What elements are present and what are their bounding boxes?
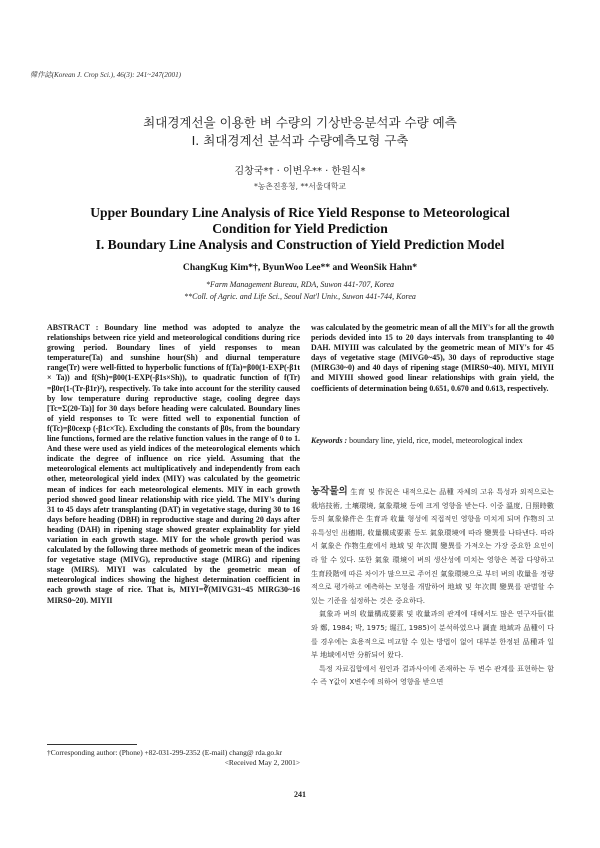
abstract-right-column [311,323,554,394]
korean-paragraph-3: 특정 자료집합에서 원인과 결과사이에 존재하는 두 변수 관계를 표현하는 함수 즉 Y값이 X변수에 의하여 영향을 받으면 [311,663,554,687]
page-number: 241 [294,790,306,799]
english-title-line2: Condition for Yield Prediction [212,221,388,237]
abstract-right-text: was calculated by the geometric mean of all the MIY's for all the growth periods devided into 15 to 20 days intervals from transplanting to 40 DAH. MIYIII was calculated by the geometric mean of MIY's for 45 days of vegetative stage (MIVG0~45), 30 days of reproductive stage (MIRG30~0) and 40 days of ripening stage (MIRS0~40). MIYI, MIYII and MIYIII showed good linear relationships with grain yield, the coefficients of determination being 0.651, 0.670 and 0.613, respectively. [311,323,554,393]
journal-citation: 韓作誌(Korean J. Crop Sci.), 46(3): 241~247(2001) [30,71,182,79]
english-title [60,205,540,254]
korean-title-line1: 최대경계선을 이용한 벼 수량의 기상반응분석과 수량 예측 [143,115,457,130]
korean-body [311,485,554,689]
korean-authors: 김창국*† · 이변우** · 한원식* [234,166,366,177]
english-title-line3: I. Boundary Line Analysis and Construction of Yield Prediction Model [95,237,505,253]
corresponding-author: †Corresponding author: (Phone) +82-031-299-2352 (E-mail) chang@ rda.go.kr [47,748,283,757]
abstract-left-text: Boundary line method was adopted to analyze the relationships between rice yield and meteorological conditions during rice growing period. Boundary lines of yield responses to mean temperature(Ta) and sunshine hour(Sh) and diurnal temperature range(Tr) were well-fitted to hyperbolic functions of f(Ta)=β00(1-EXP(-β1t × Ta)) and f(Sh)=β00(1-EXP(-β1s×Sh)), to quadratic function of f(Tr) =β0r(1-(Tr-β1r)²), respectively. To take into account for the sterility caused by low temperature during reproductive stage, cooling degree days [Tc=Σ(20-Ta)] for 30 days before heading were calculated. Boundary lines of yield responses to Tc were fitted well to exponential function of f(Tc)=β0cexp (-β1c×Tc). Excluding the constants of β0s, from the boundary line functions, formed are the relative function values in the range of 0 to 1. And these were used as yield indices of the meteorological elements which indicate the degree of influence on rice yield. Assuming that the meteorological elements act multiplicatively and independently from each other, meteorological yield index (MIY) was calculated by the geometric mean of indices for each meteorological elements. MIY in each growth period showed good linear relationship with rice yield. The MIY's during 31 to 45 days afetr transplanting (DAT) in vegetative stage, during 30 to 16 days before heading (DBH) in reproductive stage and during 20 days after heading (DAH) in ripening stage showed greater explainablity for yield variation in each growth stage. MIY for the whole growth period was calculated by the following three methods of geometric mean of the indices for vegetative stage (MIVG), reproductive stage (MIRG) and ripening stage (MIRS). MIYI was calculated by the geometric mean of meteorological indices showing the highest determination coefficient in each growth stage of rice. That is, MIYI=∛(MIVG31~45 MIRG30~16 MIRS0~20). MIYII [47,323,300,605]
korean-title-line2: I. 최대경계선 분석과 수량예측모형 구축 [191,133,409,148]
abstract-left-column [47,323,300,606]
keywords [311,436,554,446]
english-affiliation-line2: **Coll. of Agric. and Life Sci., Seoul Nat'l Univ., Suwon 441-744, Korea [184,292,416,301]
footnote-divider [47,744,137,745]
english-authors: ChangKug Kim*†, ByunWoo Lee** and WeonSik Hahn* [182,262,418,273]
korean-paragraph-1-text: 生育 및 作況은 내적으로는 品種 자체의 고유 특성과 외적으로는 栽培技術, 土壤環境, 氣象環境 등에 크게 영향을 받는다. 이중 溫度, 日照時數 등의 氣象條件은 生育과 收量 형성에 직접적인 영향을 미치게 되며 作物의 고유특성인 出穗期, 收量構成要素 등도 氣象環境에 따라 變異를 나타낸다. 따라서 氣象은 作物生産에서 地域 및 年次間 變異를 가져오는 가장 중요한 요인이라 할 수 있다. 또한 氣象 環境이 벼의 생산성에 미치는 영향은 복잡 다양하고 生育段階에 따른 차이가 많으므로 주어진 氣象環境으로 부터 벼의 收量을 정량적으로 평가하고 예측하는 모형을 개발하여 地域 및 年次間 變異를 판별할 수 있는 기준을 설정하는 것은 중요하다. [311,487,554,605]
lead-word: 농작물의 [311,486,348,497]
english-affiliation-line1: *Farm Management Bureau, RDA, Suwon 441-707, Korea [205,280,395,289]
korean-paragraph-1 [311,485,554,607]
keywords-label: Keywords : [311,436,348,445]
korean-affiliations: *농촌진흥청, **서울대학교 [254,182,346,191]
korean-paragraph-2: 氣象과 벼의 收量構成要素 및 收量과의 관계에 대해서도 많은 연구자들(崔와 鄭, 1984; 박, 1975; 堀江, 1985)이 분석하였으나 調査 地域과 品種이 다를 경우에는 효용적으로 비교할 수 있는 방법이 없어 대부분 한정된 品種과 일부 地域에서만 分析되어 왔다. [311,609,554,660]
received-date: <Received May 2, 2001> [224,758,300,767]
abstract-label: ABSTRACT : [47,323,99,332]
footnote [47,748,300,768]
english-title-line1: Upper Boundary Line Analysis of Rice Yield Response to Meteorological [90,205,510,220]
keywords-text: boundary line, yield, rice, model, meteorological index [349,436,523,445]
